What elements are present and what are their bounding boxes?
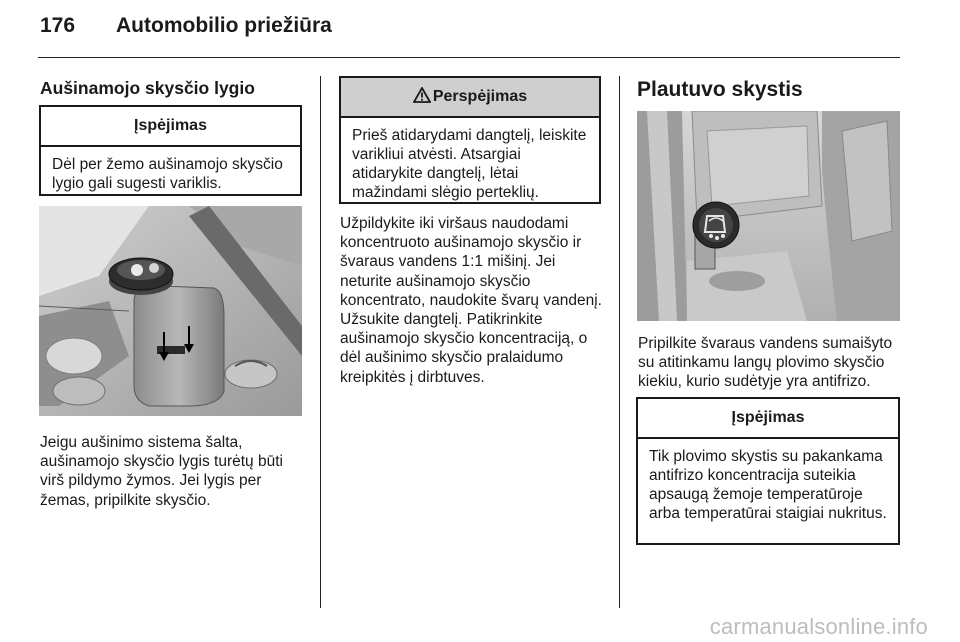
warning-triangle-icon	[413, 87, 431, 108]
coolant-reservoir-illustration	[39, 206, 302, 416]
coolant-section-title: Aušinamojo skysčio lygio	[40, 78, 255, 98]
caution-heading-bar	[341, 78, 599, 118]
coolant-notice-body: Dėl per žemo aušinamojo skysčio lygio gali sugesti variklis.	[52, 156, 283, 192]
washer-notice-heading: Įspėjimas	[638, 399, 898, 439]
washer-paragraph: Pripilkite švaraus vandens sumaišyto su atitinkamu langų plovimo skysčio kiekiu, kurio sudėtyje yra antifrizo.	[638, 335, 893, 391]
caution-box	[339, 76, 601, 204]
column-divider-1	[320, 76, 321, 608]
page-number: 176	[40, 14, 76, 37]
washer-fluid-illustration	[637, 111, 900, 321]
caution-body: Prieš atidarydami dangtelį, leiskite varikliui atvėsti. Atsargiai atidarykite dangtelį, lėtai mažindami slėgio perteklių.	[352, 127, 587, 201]
coolant-level-paragraph: Jeigu aušinimo sistema šalta, aušinamojo skysčio lygis turėtų būti virš pildymo žymos. Jei lygis per žemas, pripilkite skysčio.	[40, 434, 283, 509]
washer-section-title: Plautuvo skystis	[637, 78, 803, 101]
washer-notice-box	[636, 397, 900, 545]
coolant-notice-heading: Įspėjimas	[41, 107, 300, 147]
header-rule	[38, 57, 900, 58]
washer-notice-body: Tik plovimo skystis su pakankama antifrizo koncentracija suteikia apsaugą žemoje temperatūroje arba temperatūrai staigiai nukritus.	[649, 448, 887, 522]
column-divider-2	[619, 76, 620, 608]
page-title: Automobilio priežiūra	[116, 14, 332, 37]
fill-instructions-paragraph: Užpildykite iki viršaus naudodami koncentruoto aušinamojo skysčio ir švaraus vandens 1:1 mišinį. Jei neturite aušinamojo skysčio koncentrato, naudokite švarų vandenį. Užsukite dangtelį. Patikrinkite aušinamojo skysčio koncentraciją, o dėl aušinimo skysčio pralaidumo kreipkitės į dirbtuves.	[340, 215, 602, 386]
caution-heading: Perspėjimas	[432, 88, 528, 105]
coolant-notice-box	[39, 105, 302, 196]
watermark: carmanualsonline.info	[709, 614, 928, 639]
